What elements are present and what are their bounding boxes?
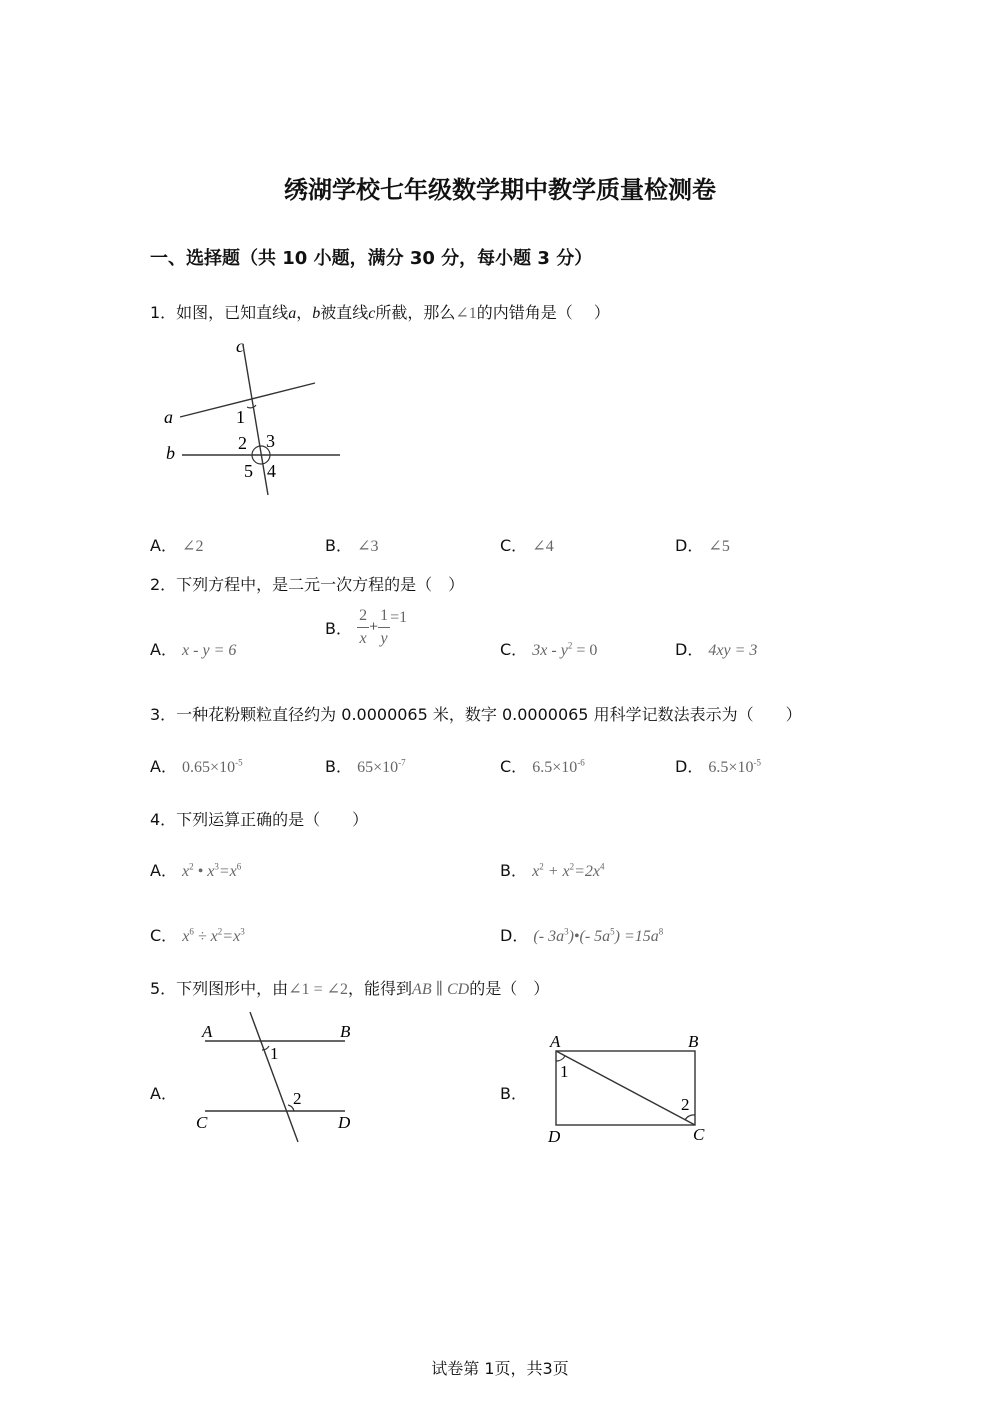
label-C: C: [196, 1113, 208, 1132]
q2-option-d: D． 4xy = 3: [675, 640, 758, 659]
q4-option-a: A． $x^2$ • $x^3=x^6$: [150, 861, 242, 880]
question-5-stem: 5．下列图形中，由∠1 = ∠2，能得到AB ∥ CD的是（ ）: [150, 979, 550, 998]
label-1: 1: [560, 1062, 569, 1081]
label-2: 2: [681, 1095, 690, 1114]
q1-option-b: B． ∠3: [325, 536, 379, 555]
q3-option-c: C． $6.5\times 10^{-6}$: [500, 757, 585, 776]
label-a: a: [164, 407, 173, 427]
angle-1-arc: [247, 405, 256, 408]
q1-option-c: C． ∠4: [500, 536, 554, 555]
label-D: D: [548, 1127, 561, 1146]
label-b: b: [166, 443, 175, 463]
question-3-stem: 3．一种花粉颗粒直径约为 0.0000065 米，数字 0.0000065 用科学记数法表示为（ ）: [150, 705, 802, 724]
question-1-figure: [160, 335, 360, 505]
label-c: c: [236, 336, 244, 356]
diagonal-ac: [556, 1051, 695, 1125]
q4-option-c: C． $x^6 \div x^2=x^3$: [150, 926, 245, 945]
label-B: B: [688, 1032, 699, 1051]
label-1: 1: [270, 1044, 279, 1063]
label-D: D: [338, 1113, 351, 1132]
fraction-2-over-x: $\frac{2}{x}$: [359, 607, 368, 647]
label-B: B: [340, 1022, 351, 1041]
label-2: 2: [238, 433, 247, 453]
page-title: 绣湖学校七年级数学期中教学质量检测卷: [284, 176, 716, 204]
q5-figure-a: [190, 1010, 370, 1145]
q2-option-a: A． x - y = 6: [150, 640, 237, 659]
q2-option-c: C． $3x - y^2 = 0$: [500, 640, 598, 659]
line-a: [180, 383, 315, 417]
label-1: 1: [236, 407, 245, 427]
q4-option-b: B． $x^2 + x^2=2x^4$: [500, 861, 605, 880]
q1-option-a: A． ∠2: [150, 536, 204, 555]
question-1-stem: 1．如图，已知直线a，b被直线c所截，那么∠1的内错角是（ ）: [150, 303, 610, 322]
label-2: 2: [293, 1089, 302, 1108]
q5-figure-b: [540, 1030, 720, 1150]
q3-option-d: D． $6.5\times 10^{-5}$: [675, 757, 761, 776]
transversal: [250, 1012, 298, 1142]
label-A: A: [202, 1022, 213, 1041]
label-A: A: [550, 1032, 561, 1051]
q3-option-b: B． $65\times 10^{-7}$: [325, 757, 406, 776]
label-C: C: [693, 1125, 705, 1144]
fraction-1-over-y: $\frac{1}{y}$: [380, 607, 389, 647]
question-4-stem: 4．下列运算正确的是（ ）: [150, 810, 369, 829]
q3-option-a: A． $0.65\times 10^{-5}$: [150, 757, 243, 776]
q5-option-a-label: A．: [150, 1084, 177, 1103]
q4-option-d: D． (- $3a^3)•(-$ $5a^5) =15a^8$: [500, 926, 664, 945]
label-4: 4: [267, 461, 276, 481]
label-5: 5: [244, 461, 253, 481]
q2-option-b: B． $\frac{2}{x}$ + $\frac{1}{y}$ =1: [325, 607, 408, 647]
q5-option-b-label: B．: [500, 1084, 527, 1103]
page-footer: 试卷第 1页，共3页: [431, 1359, 569, 1378]
section-heading: 一、选择题（共 10 小题，满分 30 分，每小题 3 分）: [150, 248, 593, 269]
question-2-stem: 2．下列方程中，是二元一次方程的是（ ）: [150, 575, 465, 594]
label-3: 3: [266, 431, 275, 451]
angle-1-arc: [556, 1056, 565, 1061]
q1-option-d: D． ∠5: [675, 536, 730, 555]
angle-2-arc: [685, 1115, 695, 1120]
